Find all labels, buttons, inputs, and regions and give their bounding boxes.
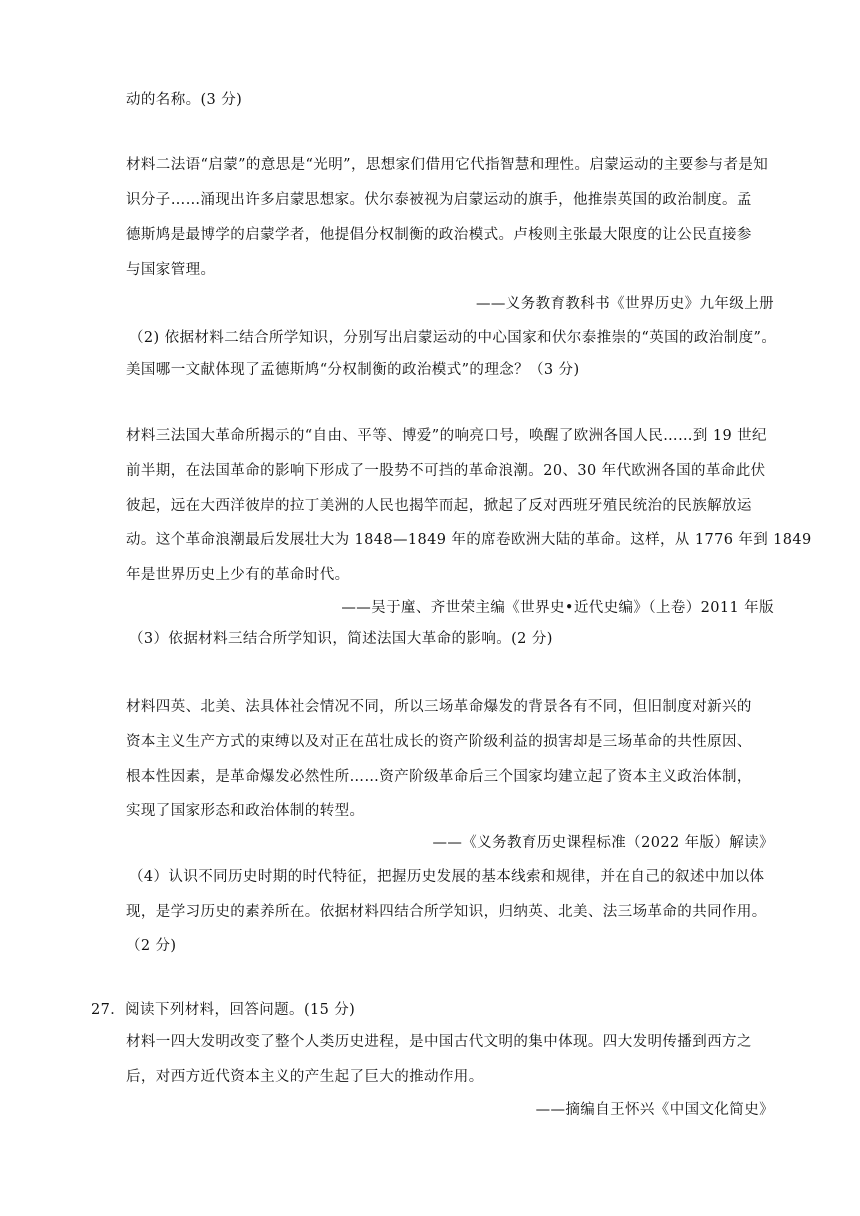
material-2-line: 材料二法语“启蒙”的意思是“光明”，思想家们借用它代指智慧和理性。启蒙运动的主要参与者是知	[126, 157, 769, 173]
material-4-line: 材料四英、北美、法具体社会情况不同，所以三场革命爆发的背景各有不同，但旧制度对新兴的	[126, 699, 752, 715]
material-3-line: 年是世界历史上少有的革命时代。	[126, 567, 350, 583]
question-27-header: 27．阅读下列材料，回答问题。(15 分)	[91, 1002, 356, 1018]
material-3-line: 前半期，在法国革命的影响下形成了一股势不可挡的革命浪潮。20、30 年代欧洲各国的革命此伏	[126, 463, 766, 479]
material-4-line: 根本性因素，是革命爆发必然性所……资产阶级革命后三个国家均建立起了资本主义政治体制，	[126, 769, 752, 785]
material-3-line: 彼起，远在大西洋彼岸的拉丁美洲的人民也揭竿而起，掀起了反对西班牙殖民统治的民族解放运	[126, 498, 752, 514]
material-3-source: ——吴于廑、齐世荣主编《世界史•近代史编》（上卷）2011 年版	[341, 600, 774, 616]
material-2-line: 与国家管理。	[126, 262, 216, 278]
question-2-line: 美国哪一文献体现了孟德斯鸠“分权制衡的政治模式”的理念？（3 分)	[126, 362, 580, 378]
question-tail-line: 动的名称。(3 分)	[126, 92, 243, 108]
question-4-line: （2 分)	[126, 938, 177, 954]
question-3-line: （3）依据材料三结合所学知识，简述法国大革命的影响。(2 分)	[129, 631, 553, 647]
material-4-source: ——《义务教育历史课程标准（2022 年版）解读》	[432, 835, 774, 851]
material-2-line: 识分子……涌现出许多启蒙思想家。伏尔泰被视为启蒙运动的旗手，他推崇英国的政治制度。孟	[126, 192, 752, 208]
material-3-line: 材料三法国大革命所揭示的“自由、平等、博爱”的响亮口号，唤醒了欧洲各国人民……到 19 世纪	[126, 428, 767, 444]
question-4-line: 现，是学习历史的素养所在。依据材料四结合所学知识，归纳英、北美、法三场革命的共同作用。	[126, 904, 767, 920]
material-2-line: 德斯鸠是最博学的启蒙学者，他提倡分权制衡的政治模式。卢梭则主张最大限度的让公民直接参	[126, 227, 752, 243]
question-27-material-1-line: 后，对西方近代资本主义的产生起了巨大的推动作用。	[126, 1069, 484, 1085]
material-4-line: 实现了国家形态和政治体制的转型。	[126, 803, 365, 819]
question-4-line: （4）认识不同历史时期的时代特征，把握历史发展的基本线索和规律，并在自己的叙述中加以体	[129, 869, 765, 885]
material-2-source: ——义务教育教科书《世界历史》九年级上册	[476, 296, 774, 312]
material-3-line: 动。这个革命浪潮最后发展壮大为 1848—1849 年的席卷欧洲大陆的革命。这样，从 1776 年到 1849	[126, 532, 812, 548]
material-4-line: 资本主义生产方式的束缚以及对正在茁壮成长的资产阶级利益的损害却是三场革命的共性原因、	[126, 734, 752, 750]
question-27-material-1-line: 材料一四大发明改变了整个人类历史进程，是中国古代文明的集中体现。四大发明传播到西方之	[126, 1034, 752, 1050]
question-2-line: （2) 依据材料二结合所学知识，分别写出启蒙运动的中心国家和伏尔泰推崇的“英国的政治制度”。	[129, 330, 777, 346]
question-27-material-1-source: ——摘编自王怀兴《中国文化简史》	[535, 1102, 774, 1118]
